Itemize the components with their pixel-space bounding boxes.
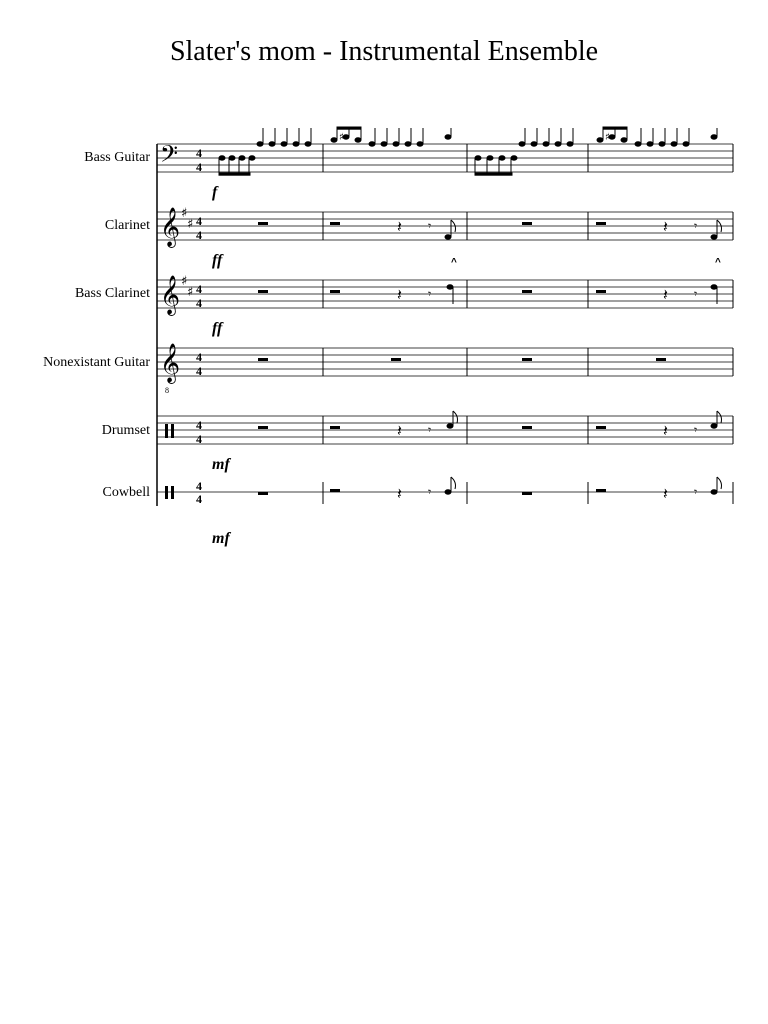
whole-rest	[522, 492, 532, 495]
svg-text:♯: ♯	[339, 132, 344, 143]
svg-text:4: 4	[196, 492, 202, 506]
sharp-icon: ♯	[181, 274, 188, 289]
treble-clef-icon: 𝄞	[160, 207, 181, 247]
score-title: Slater's mom - Instrumental Ensemble	[169, 36, 599, 67]
svg-text:𝄽: 𝄽	[397, 217, 402, 236]
percussion-clef-icon	[165, 424, 174, 438]
svg-text:4: 4	[196, 479, 202, 493]
whole-rest	[522, 222, 532, 225]
svg-text:𝄾: 𝄾	[694, 423, 698, 437]
whole-rest	[258, 222, 268, 225]
instrument-name-bass-guitar: Bass Guitar	[84, 150, 150, 165]
dynamic-bass-guitar: f	[212, 184, 218, 201]
svg-text:4: 4	[196, 364, 202, 378]
note-head	[219, 156, 225, 160]
svg-text:𝄾: 𝄾	[428, 423, 432, 437]
accent-marks	[451, 257, 721, 268]
whole-rest	[258, 426, 268, 429]
whole-rest	[258, 358, 268, 361]
whole-rest	[258, 290, 268, 293]
half-rest	[330, 290, 340, 293]
dynamic-cowbell: mf	[212, 530, 230, 547]
half-rest	[596, 290, 606, 293]
percussion-clef-icon	[165, 486, 174, 499]
svg-text:4: 4	[196, 160, 202, 174]
instrument-name-drumset: Drumset	[101, 423, 150, 438]
instrument-name-bass-clarinet: Bass Clarinet	[74, 286, 150, 301]
half-rest	[596, 489, 606, 492]
svg-text:𝄾: 𝄾	[694, 219, 698, 233]
whole-rest	[391, 358, 401, 361]
svg-text:𝄽: 𝄽	[397, 421, 402, 440]
svg-text:4: 4	[196, 350, 202, 364]
whole-rest	[522, 290, 532, 293]
svg-text:4: 4	[196, 146, 202, 160]
whole-rest	[522, 358, 532, 361]
sharp-icon: ♯	[181, 206, 188, 221]
rests-and-pickups	[258, 222, 666, 495]
svg-text:4: 4	[196, 432, 202, 446]
svg-text:𝄽: 𝄽	[663, 217, 668, 236]
sharp-icon: ♯	[187, 285, 194, 300]
staff-nonexistant-guitar	[157, 348, 733, 376]
svg-text:𝄾: 𝄾	[428, 287, 432, 301]
note-head	[239, 156, 245, 160]
half-rest	[596, 426, 606, 429]
svg-text:4: 4	[196, 296, 202, 310]
note-head	[249, 156, 255, 160]
svg-text:𝄾: 𝄾	[428, 485, 432, 499]
svg-text:𝄽: 𝄽	[663, 484, 668, 503]
instrument-name-clarinet: Clarinet	[104, 218, 150, 233]
svg-text:𝄽: 𝄽	[663, 285, 668, 304]
half-rest	[596, 222, 606, 225]
svg-text:𝄾: 𝄾	[428, 219, 432, 233]
whole-rest	[522, 426, 532, 429]
whole-rest	[656, 358, 666, 361]
instrument-name-nonexistant-guitar: Nonexistant Guitar	[43, 355, 150, 370]
dynamic-bass-clarinet: ff	[212, 320, 223, 337]
half-rest	[330, 222, 340, 225]
svg-text:^: ^	[451, 257, 457, 268]
half-rest	[330, 489, 340, 492]
svg-text:𝄾: 𝄾	[694, 485, 698, 499]
svg-text:𝄽: 𝄽	[397, 285, 402, 304]
instrument-name-cowbell: Cowbell	[102, 485, 150, 500]
eighth-notes	[445, 220, 722, 494]
svg-text:4: 4	[196, 282, 202, 296]
dynamic-clarinet: ff	[212, 252, 223, 269]
bass-clef-icon: 𝄢	[160, 140, 179, 173]
whole-rest	[258, 492, 268, 495]
pickup-figures	[397, 217, 668, 503]
svg-text:𝄽: 𝄽	[397, 484, 402, 503]
octave-8-marker: 8	[165, 386, 169, 395]
svg-text:♯: ♯	[605, 132, 610, 143]
svg-text:4: 4	[196, 228, 202, 242]
note-head	[229, 156, 235, 160]
treble-clef-8vb-icon: 𝄞	[160, 343, 181, 383]
time-signatures	[196, 146, 202, 506]
staff-drumset	[157, 416, 733, 444]
svg-text:𝄾: 𝄾	[694, 287, 698, 301]
staff-bass-clarinet	[157, 280, 733, 308]
barlines	[323, 144, 733, 504]
svg-text:𝄽: 𝄽	[663, 421, 668, 440]
treble-clef-icon: 𝄞	[160, 275, 181, 315]
half-rest	[330, 426, 340, 429]
dynamic-drumset: mf	[212, 456, 230, 473]
svg-text:4: 4	[196, 214, 202, 228]
svg-text:4: 4	[196, 418, 202, 432]
svg-text:^: ^	[715, 257, 721, 268]
sharp-icon: ♯	[187, 217, 194, 232]
